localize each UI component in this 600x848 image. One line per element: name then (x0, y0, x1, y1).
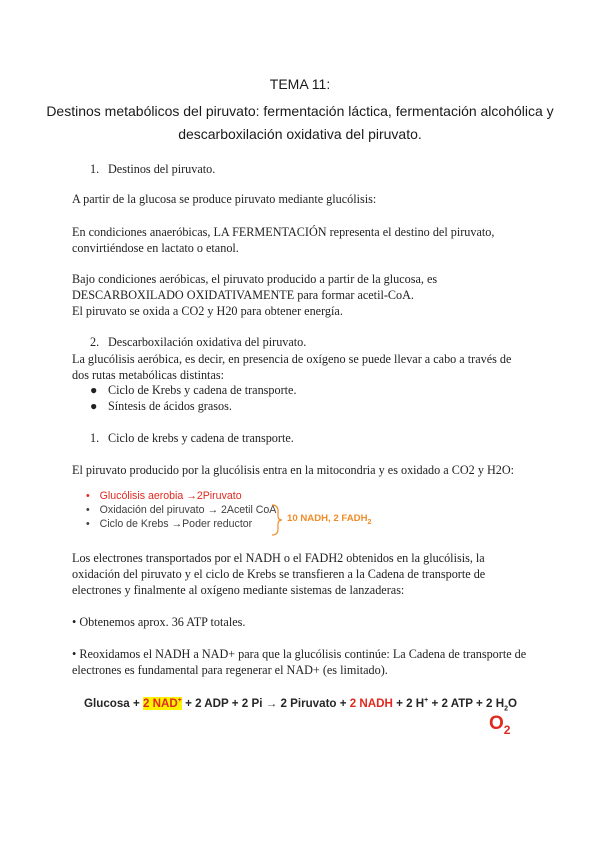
eq-part-2: + 2 ADP + 2 Pi → 2 Piruvato + (181, 697, 350, 710)
arrow-icon: → (186, 490, 197, 502)
subtitle-line-2: descarboxilación oxidativa del piruvato. (178, 126, 422, 142)
note-nad-1: • Reoxidamos el NADH a NAD+ para que la glucólisis continúe: La Cadena de transporte de (72, 647, 527, 661)
eq-nad: 2 NAD (142, 697, 178, 710)
brace-icon (270, 503, 284, 537)
subtitle-line-1: Destinos metabólicos del piruvato: fermentación láctica, fermentación alcohólica y (46, 103, 554, 119)
glucolisis-equation (84, 697, 517, 712)
section-2-line-1: La glucólisis aeróbica, es decir, en presencia de oxígeno se puede llevar a cabo a través de (72, 352, 512, 366)
section-2-title: Descarboxilación oxidativa del piruvato. (108, 335, 307, 349)
section-3-title: Ciclo de krebs y cadena de transporte. (108, 431, 294, 445)
eq-h2o-sub: 2 (504, 705, 508, 713)
brace-label (287, 513, 371, 526)
figure-bullet-1: • (86, 490, 90, 502)
paragraph-electrones-1: Los electrones transportados por el NADH o el FADH2 obtenidos en la glucólisis, la (72, 551, 485, 565)
eq-part-1: Glucosa + (84, 697, 143, 710)
note-nad-2: electrones es fundamental para regenerar el NAD+ (es limitado). (72, 663, 388, 677)
paragraph-glucolisis: A partir de la glucosa se produce piruvato mediante glucólisis: (72, 192, 377, 206)
bullet-acidos: Síntesis de ácidos grasos. (108, 399, 232, 413)
paragraph-aerobic-2: DESCARBOXILADO OXIDATIVAMENTE para formar acetil-CoA. (72, 288, 414, 302)
figure-result-3: Poder reductor (182, 518, 253, 530)
paragraph-electrones-3: electrones y finalmente al oxígeno mediante sistemas de lanzaderas: (72, 583, 405, 597)
figure-bullet-3: • (86, 518, 90, 530)
figure-label-3: Ciclo de Krebs (99, 518, 169, 530)
eq-part-3: + 2 H (392, 697, 425, 710)
section-2-line-2: dos rutas metabólicas distintas: (72, 368, 224, 382)
brace-label-text: 10 NADH, 2 FADH (287, 513, 368, 524)
figure-item-krebs (86, 518, 252, 530)
figure-result-2: 2Acetil CoA (221, 504, 277, 516)
arrow-icon: → (171, 518, 183, 530)
bullet-dot-2: ● (90, 399, 98, 413)
figure-item-oxidacion (86, 504, 276, 516)
oxygen-label (489, 713, 510, 737)
figure-bullet-2: • (86, 504, 90, 516)
bullet-dot-1: ● (90, 383, 98, 397)
brace-label-sub: 2 (367, 518, 372, 526)
paragraph-anaerobic-1: En condiciones anaeróbicas, LA FERMENTACIÓN representa el destino del piruvato, (72, 225, 495, 239)
figure-item-glucolisis (86, 490, 242, 502)
section-1-title: Destinos del piruvato. (108, 162, 216, 176)
note-atp: • Obtenemos aprox. 36 ATP totales. (72, 615, 246, 629)
paragraph-electrones-2: oxidación del piruvato y el ciclo de Krebs se transfieren a la Cadena de transporte de (72, 567, 486, 581)
eq-part-4: + 2 ATP + 2 H (428, 697, 505, 710)
paragraph-anaerobic-2: convirtiéndose en lactato o etanol. (72, 241, 239, 255)
figure-label-1: Glucólisis aerobia (99, 490, 184, 502)
tema-title: TEMA 11: (269, 76, 331, 92)
eq-nad-sup: + (177, 697, 182, 705)
bullet-krebs: Ciclo de Krebs y cadena de transporte. (108, 383, 297, 397)
section-2-number: 2. (90, 335, 100, 349)
eq-h-sup: + (424, 697, 429, 705)
oxygen-sub: 2 (503, 722, 511, 737)
eq-part-5: O (508, 697, 518, 710)
section-3-number: 1. (90, 431, 100, 445)
figure-label-2: Oxidación del piruvato (99, 504, 205, 516)
paragraph-aerobic-3: El piruvato se oxida a CO2 y H20 para obtener energía. (72, 304, 343, 318)
paragraph-mitocondria: El piruvato producido por la glucólisis entra en la mitocondria y es oxidado a CO2 y H2O: (72, 463, 515, 477)
oxygen-o: O (489, 713, 504, 734)
eq-nadh: 2 NADH (349, 697, 393, 710)
eq-nad-highlight (143, 697, 182, 710)
arrow-icon: → (207, 504, 219, 516)
figure-result-1: 2Piruvato (196, 490, 242, 502)
paragraph-aerobic-1: Bajo condiciones aeróbicas, el piruvato producido a partir de la glucosa, es (72, 272, 438, 286)
section-1-number: 1. (90, 162, 100, 176)
